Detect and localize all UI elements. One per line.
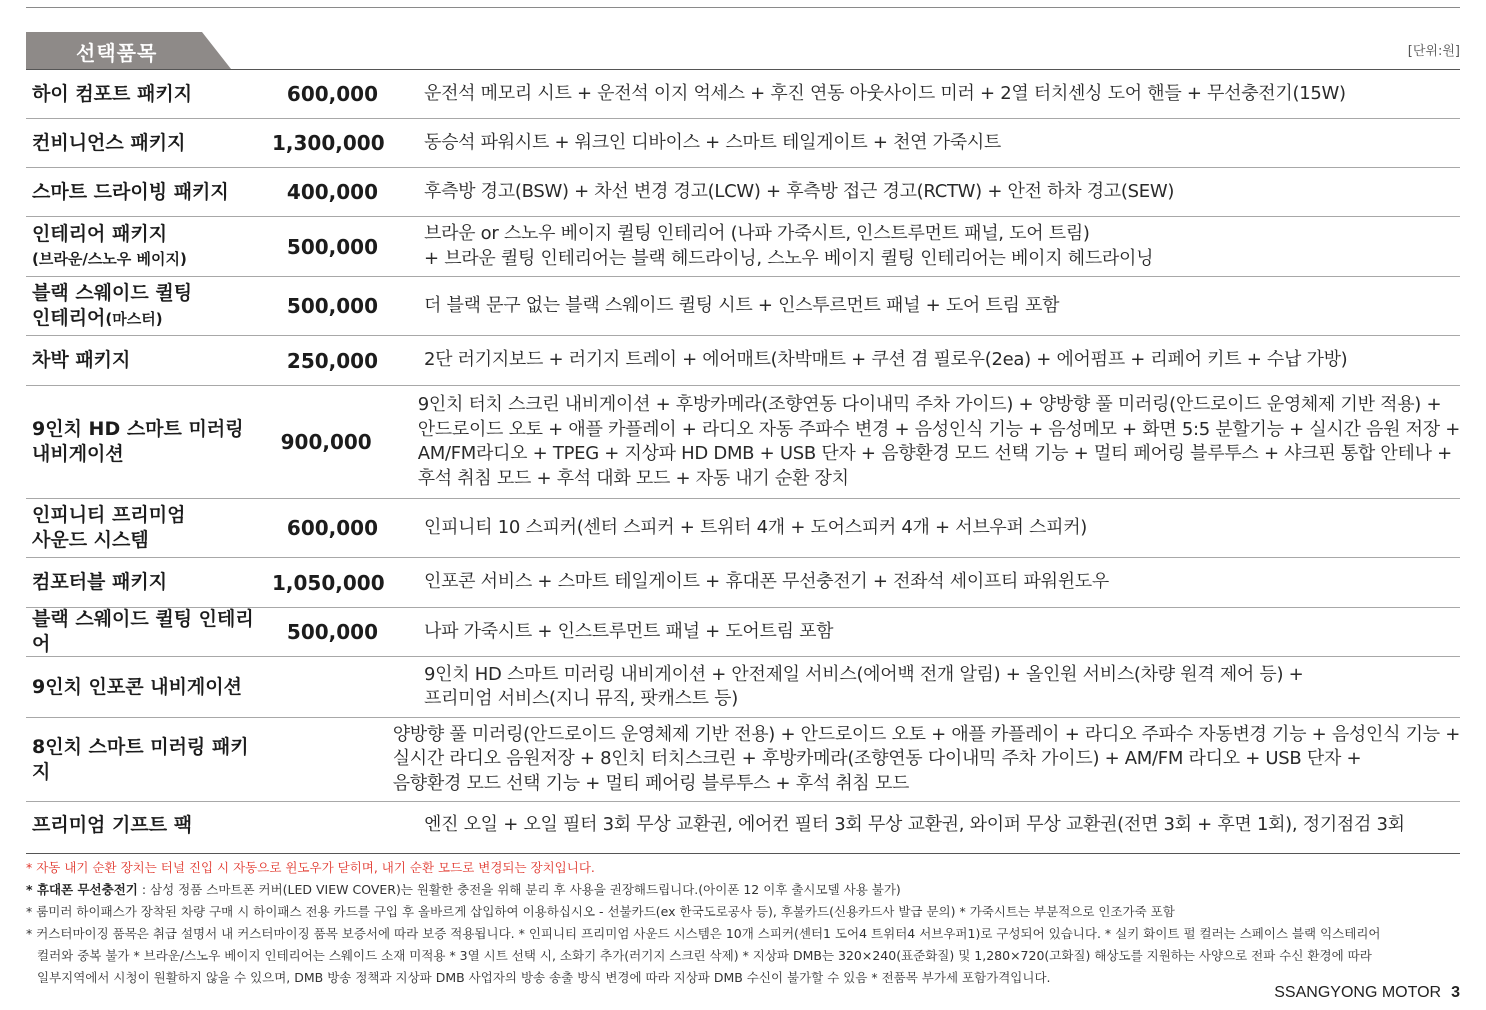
item-name: 스마트 드라이빙 패키지 (32, 180, 229, 203)
item-name: 블랙 스웨이드 퀼팅 인테리어 (32, 608, 254, 655)
item-name: 블랙 스웨이드 퀼팅 인테리어(마스터) (32, 281, 193, 329)
table-row (26, 336, 1460, 386)
table-row (26, 499, 1460, 558)
options-table (26, 70, 1460, 849)
footnote: * 커스터마이징 품목은 취급 설명서 내 커스터마이징 품목 보증서에 따라 보증 적용됩니다. * 인피니티 프리미엄 사운드 시스템은 10개 스피커(센터1 도어4 트위터4 서브우퍼1)로 구성되어 있습니다. * 실키 화이트 펄 컬러는 스페이스 블랙 익스테리어 (26, 926, 1381, 941)
item-name: 컨비니언스 패키지 (32, 131, 186, 154)
table-row (26, 217, 1460, 277)
page-number: 3 (1451, 984, 1460, 1001)
table-row (26, 386, 1460, 499)
footnote: * 휴대폰 무선충전기 : 삼성 정품 스마트폰 커버(LED VIEW COVER)는 원활한 충전을 위해 분리 후 사용을 권장해드립니다.(아이폰 12 이후 출시모델 사용 불가) (26, 882, 901, 897)
unit-label: [단위:원] (1407, 44, 1460, 59)
footnotes (26, 857, 1446, 989)
item-description: 2단 러기지보드 + 러기지 트레이 + 에어매트(차박매트 + 쿠션 겸 필로우(2ea) + 에어펌프 + 리페어 키트 + 수납 가방) (424, 349, 1348, 371)
table-row (26, 70, 1460, 119)
item-price: 1,050,000 (272, 570, 385, 595)
item-price: 600,000 (286, 82, 378, 106)
item-name: 프리미엄 기프트 팩 (32, 814, 193, 836)
item-price: 250,000 (286, 348, 378, 373)
footnote: * 자동 내기 순환 장치는 터널 진입 시 자동으로 윈도우가 닫히며, 내기 순환 모드로 변경되는 장치입니다. (26, 860, 595, 875)
table-row (26, 119, 1460, 168)
table-row (26, 718, 1460, 802)
table-row (26, 657, 1460, 718)
item-price: 1,300,000 (272, 131, 385, 155)
item-subname: (브라운/스노우 베이지) (32, 249, 187, 268)
section-title: 선택품목 (76, 41, 158, 65)
item-description: 9인치 터치 스크린 내비게이션 + 후방카메라(조향연동 다이내믹 주차 가이드) + 양방향 풀 미러링(안드로이드 운영체제 기반 적용) + 안드로이드 오토 + 애플 카플레이 + 라디오 자동 주파수 변경 + 음성인식 기능 + 음성메모 + 화면 5:5 분할기능 + 실시간 음원 저장 + AM/FM라디오 + TPEG + 지상파 HD DMB + USB 단자 + 음향환경 모드 선택 기능 + 멀티 페어링 블루투스 + 샤크핀 통합 안테나 + 후석 취침 모드 + 후석 대화 모드 + 자동 내기 순환 장치 (417, 394, 1460, 489)
footnote: 컬러와 중복 불가 * 브라운/스노우 베이지 인테리어는 스웨이드 소재 미적용 * 3열 시트 선택 시, 소화기 추가(러기지 스크린 삭제) * 지상파 DMB는 320×240(표준화질) 및 1,280×720(고화질) 해상도를 지원하는 사양으로 전파 수신 환경에 따라 (37, 948, 1372, 963)
table-row (26, 558, 1460, 608)
table-row (26, 608, 1460, 657)
item-description: 더 블랙 문구 없는 블랙 스웨이드 퀼팅 시트 + 인스투르먼트 패널 + 도어 트림 포함 (424, 294, 1060, 316)
item-name: 인테리어 패키지 (브라운/스노우 베이지) (26, 222, 272, 272)
table-row (26, 168, 1460, 217)
table-row (26, 277, 1460, 336)
item-description: 인포콘 서비스 + 스마트 테일게이트 + 휴대폰 무선충전기 + 전좌석 세이프티 파워윈도우 (424, 571, 1109, 593)
item-name: 컴포터블 패키지 (32, 571, 168, 593)
item-name: 8인치 스마트 미러링 패키지 (32, 735, 249, 783)
item-description: 엔진 오일 + 오일 필터 3회 무상 교환권, 에어컨 필터 3회 무상 교환권, 와이퍼 무상 교환권(전면 3회 + 후면 1회), 정기점검 3회 (424, 814, 1405, 836)
item-description: 양방향 풀 미러링(안드로이드 운영체제 기반 전용) + 안드로이드 오토 + 애플 카플레이 + 라디오 주파수 자동변경 기능 + 음성인식 기능 + 실시간 라디오 음원저장 + 8인치 터치스크린 + 후방카메라(조향연동 다이내믹 주차 가이드) + AM/FM 라디오 + USB 단자 + 음향환경 모드 선택 기능 + 멀티 페어링 블루투스 + 후석 취침 모드 (392, 723, 1460, 794)
item-name: 하이 컴포트 패키지 (32, 82, 193, 105)
top-rule (26, 7, 1460, 8)
item-description: 동승석 파워시트 + 워크인 디바이스 + 스마트 테일게이트 + 천연 가죽시트 (424, 131, 1002, 153)
item-price: 500,000 (286, 234, 378, 259)
brand-name: SSANGYONG MOTOR (1274, 984, 1442, 1001)
item-name: 차박 패키지 (32, 349, 131, 371)
item-description: 나파 가죽시트 + 인스트루먼트 패널 + 도어트림 포함 (424, 620, 834, 642)
item-price: 500,000 (286, 620, 378, 644)
item-description: 운전석 메모리 시트 + 운전석 이지 억세스 + 후진 연동 아웃사이드 미러 + 2열 터치센싱 도어 핸들 + 무선충전기(15W) (424, 82, 1346, 104)
item-description: 인피니티 10 스피커(센터 스피커 + 트위터 4개 + 도어스피커 4개 + 서브우퍼 스피커) (424, 516, 1088, 538)
item-price: 500,000 (286, 294, 378, 318)
item-price: 600,000 (286, 516, 378, 540)
item-description: 9인치 HD 스마트 미러링 내비게이션 + 안전제일 서비스(에어백 전개 알림) + 올인원 서비스(차량 원격 제어 등) + 프리미엄 서비스(지니 뮤직, 팟캐스트 등) (424, 663, 1304, 709)
notes-rule (26, 853, 1460, 854)
item-price: 900,000 (280, 430, 372, 454)
section-tab (26, 32, 231, 69)
item-price: 400,000 (286, 180, 378, 204)
item-name: 9인치 HD 스마트 미러링 내비게이션 (32, 418, 244, 465)
table-row (26, 802, 1460, 849)
item-description: 후측방 경고(BSW) + 차선 변경 경고(LCW) + 후측방 접근 경고(RCTW) + 안전 하차 경고(SEW) (424, 180, 1175, 202)
footnote: 일부지역에서 시청이 원활하지 않을 수 있으며, DMB 방송 정책과 지상파 DMB 사업자의 방송 송출 방식 변경에 따라 지상파 DMB 수신이 불가할 수 있음 * 전품목 부가세 포함가격입니다. (37, 970, 1051, 985)
item-name: 인피니티 프리미엄 사운드 시스템 (32, 504, 186, 551)
item-name: 9인치 인포콘 내비게이션 (32, 675, 242, 698)
page-footer (1274, 984, 1460, 1002)
item-description: 브라운 or 스노우 베이지 퀼팅 인테리어 (나파 가죽시트, 인스트루먼트 패널, 도어 트림) + 브라운 퀼팅 인테리어는 블랙 헤드라이닝, 스노우 베이지 퀼팅 인테리어는 베이지 헤드라이닝 (424, 223, 1154, 269)
footnote: * 룸미러 하이패스가 장착된 차량 구매 시 하이패스 전용 카드를 구입 후 올바르게 삽입하여 이용하십시오 - 선불카드(ex 한국도로공사 등), 후불카드(신용카드사 발급 문의) * 가죽시트는 부분적으로 인조가죽 포함 (26, 904, 1175, 919)
